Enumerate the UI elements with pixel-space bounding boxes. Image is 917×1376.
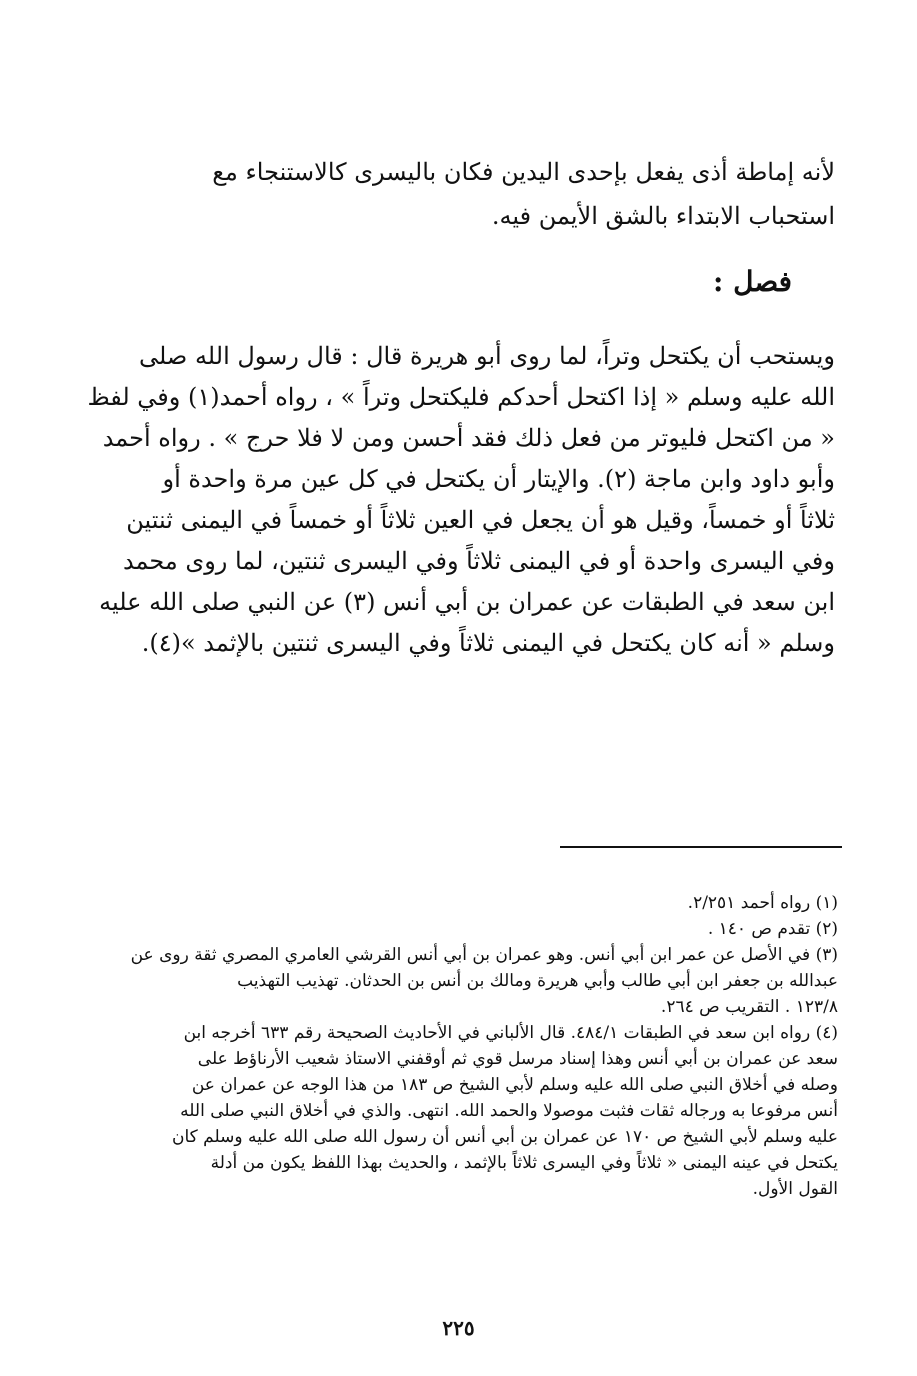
footnote-line: القول الأول. <box>752 1179 838 1199</box>
footnote-line: سعد عن عمران بن أبي أنس وهذا إسناد مرسل قوي ثم أوقفني الاستاذ شعيب الأرناؤط على <box>197 1049 838 1069</box>
intro-line: استحباب الابتداء بالشق الأيمن فيه. <box>491 202 835 230</box>
main-line: وفي اليسرى واحدة أو في اليمنى ثلاثاً وفي اليسرى ثنتين، لما روى محمد <box>122 547 835 575</box>
footnote-line: أنس مرفوعا به ورجاله ثقات فثبت موصولا والحمد الله. انتهى. والذي في أخلاق النبي صلى الله <box>180 1101 838 1121</box>
footnote-line: (٣) في الأصل عن عمر ابن أبي أنس. وهو عمران بن أبي أنس القرشي العامري المصري ثقة روى عن <box>130 945 838 965</box>
main-line: « من اكتحل فليوتر من فعل ذلك فقد أحسن ومن لا فلا حرج » . رواه أحمد <box>102 424 835 452</box>
footnote-line: (١) رواه أحمد ٢/٢٥١. <box>687 893 838 913</box>
main-line: ثلاثاً أو خمساً، وقيل هو أن يجعل في العين ثلاثاً أو خمساً في اليمنى ثنتين <box>126 506 835 534</box>
intro-line: لأنه إماطة أذى يفعل بإحدى اليدين فكان باليسرى كالاستنجاء مع <box>212 158 835 186</box>
footnote-separator <box>560 846 842 848</box>
footnote-line: عليه وسلم لأبي الشيخ ص ١٧٠ عن عمران بن أبي أنس أن رسول الله صلى الله عليه وسلم كان <box>172 1127 838 1147</box>
footnote-line: يكتحل في عينه اليمنى « ثلاثاً وفي اليسرى ثلاثاً بالإثمد ، والحديث بهذا اللفظ يكون من أدلة <box>210 1153 838 1173</box>
footnote-line: وصله في أخلاق النبي صلى الله عليه وسلم لأبي الشيخ ص ١٨٣ من هذا الوجه عن عمران عن <box>191 1075 838 1095</box>
main-line: ويستحب أن يكتحل وتراً، لما روى أبو هريرة قال : قال رسول الله صلى <box>138 342 835 370</box>
footnotes <box>115 890 838 1202</box>
main-line: وسلم « أنه كان يكتحل في اليمنى ثلاثاً وفي اليسرى ثنتين بالإثمد »(٤). <box>141 629 835 657</box>
footnote-line: (٢) تقدم ص ١٤٠ . <box>707 919 838 939</box>
main-paragraph <box>87 336 835 664</box>
section-heading: فصل : <box>713 265 792 298</box>
main-line: ابن سعد في الطبقات عن عمران بن أبي أنس (٣) عن النبي صلى الله عليه <box>99 588 835 616</box>
intro-paragraph <box>105 150 835 238</box>
footnote-line: ١٢٣/٨ . التقريب ص ٢٦٤. <box>660 997 838 1017</box>
main-line: الله عليه وسلم « إذا اكتحل أحدكم فليكتحل وتراً » ، رواه أحمد(١) وفي لفظ <box>87 383 835 411</box>
footnote-line: (٤) رواه ابن سعد في الطبقات ٤٨٤/١. قال الألباني في الأحاديث الصحيحة رقم ٦٣٣ أخرجه ابن <box>183 1023 838 1043</box>
page-number: ٢٢٥ <box>442 1316 475 1340</box>
main-line: وأبو داود وابن ماجة (٢). والإيتار أن يكتحل في كل عين مرة واحدة أو <box>162 465 835 493</box>
footnote-line: عبدالله بن جعفر ابن أبي طالب وأبي هريرة ومالك بن أنس بن الحدثان. تهذيب التهذيب <box>237 971 838 991</box>
